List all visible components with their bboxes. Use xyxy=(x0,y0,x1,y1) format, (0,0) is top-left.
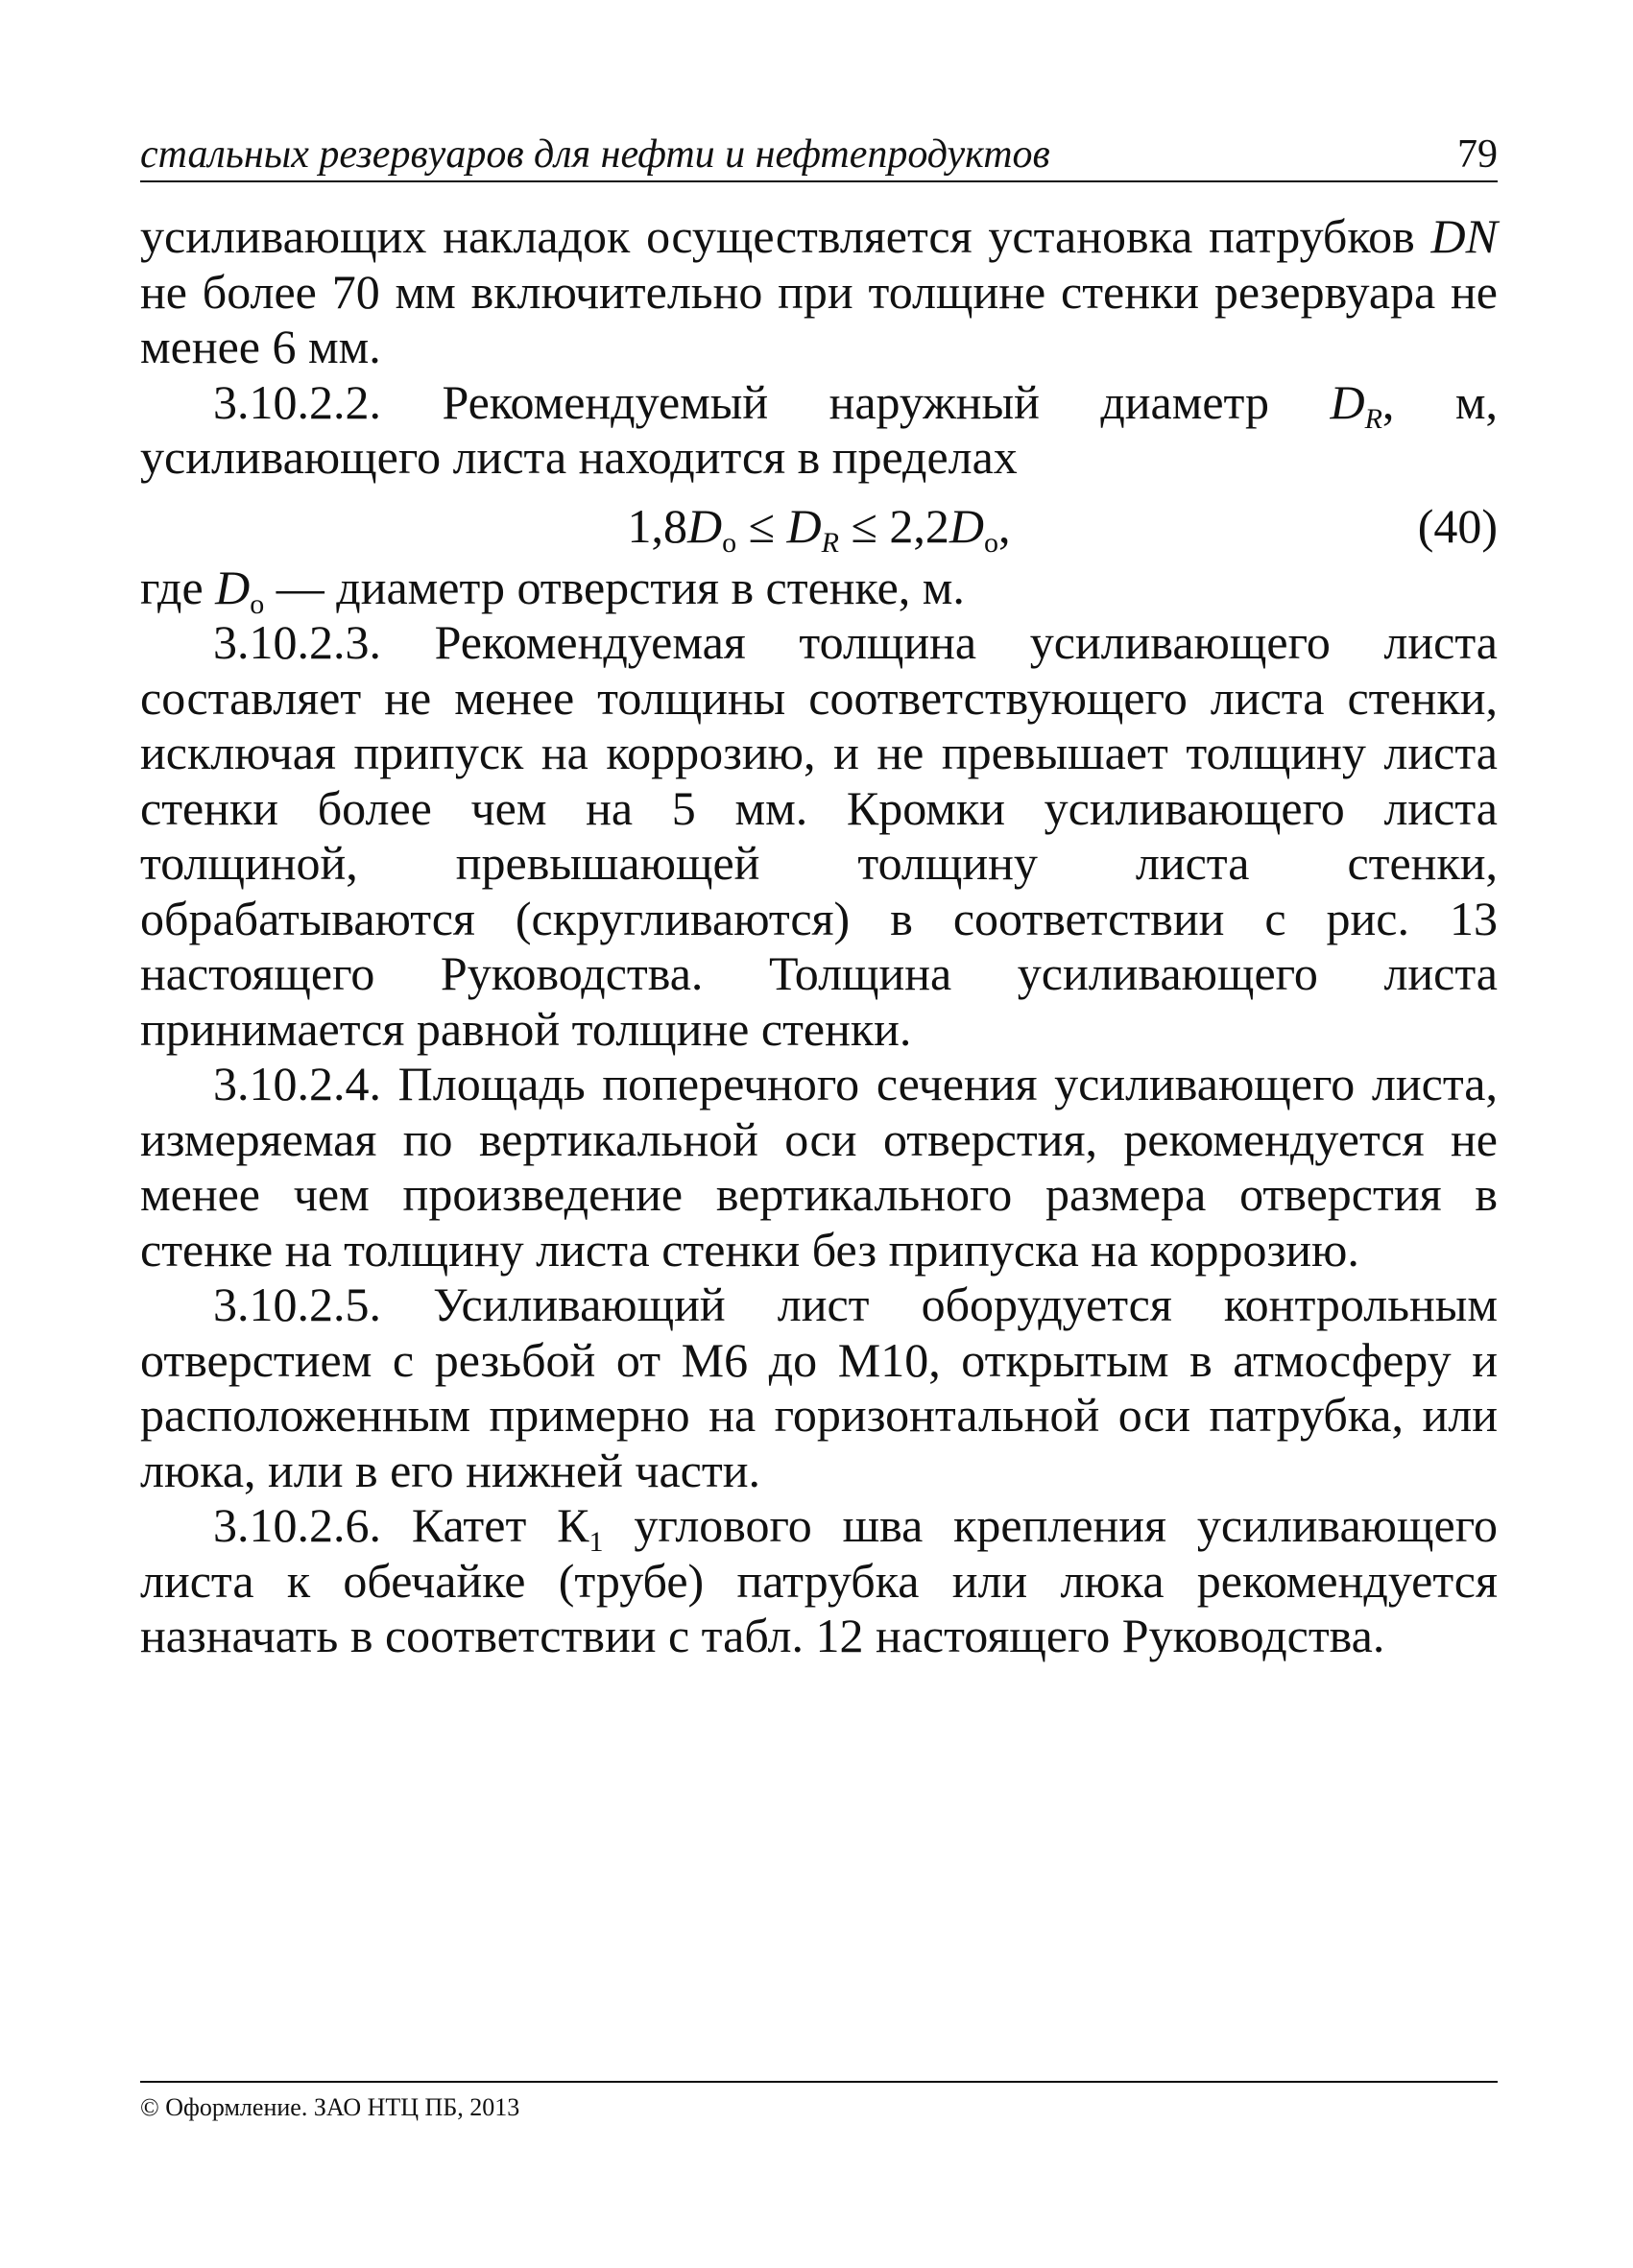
p7-text-b: углового шва крепления усиливающего листа к обечайке (трубе) патрубка или люка рекомендуется назначать в соответствии с табл. 12 настоящего Руководства. xyxy=(140,1498,1498,1662)
f-var-1: D xyxy=(686,498,723,553)
f-sub-1: o xyxy=(722,526,737,559)
formula-expression xyxy=(140,498,1498,559)
p2-var-d: D xyxy=(1330,374,1365,429)
f-op-1: ≤ xyxy=(736,498,787,553)
p3-text-a: где xyxy=(140,560,216,614)
p1-var-dn: DN xyxy=(1430,209,1498,263)
formula-number: (40) xyxy=(1417,498,1498,553)
f-var-3: D xyxy=(949,498,985,553)
paragraph-3-10-2-4: 3.10.2.4. Площадь поперечного сечения усиливающего листа, измеряемая по вертикальной оси отверстия, рекомендуется не менее чем произведение вертикального размера отверстия в стенке на толщину листа стенки без припуска на коррозию. xyxy=(140,1057,1498,1277)
paragraph-where xyxy=(140,560,1498,620)
p1-text-a: усиливающих накладок осуществляется установка патрубков xyxy=(140,209,1431,263)
paragraph-3-10-2-5: 3.10.2.5. Усиливающий лист оборудуется контрольным отверстием с резьбой от М6 до М10, открытым в атмосферу и расположенным примерно на горизонтальной оси патрубка, или люка, или в его нижней части. xyxy=(140,1277,1498,1497)
paragraph-1 xyxy=(140,209,1498,375)
p3-text-b: — диаметр отверстия в стенке, м. xyxy=(264,560,965,614)
footer-divider xyxy=(140,2081,1498,2083)
f-var-2: D xyxy=(786,498,822,553)
paragraph-3-10-2-3: 3.10.2.3. Рекомендуемая толщина усиливающего листа составляет не менее толщины соответствующего листа стенки, исключая припуск на коррозию, и не превышает толщину листа стенки более чем на 5 мм. Кромки усиливающего листа толщиной, превышающей толщину листа стенки, обрабатываются (скругливаются) в соответствии с рис. 13 настоящего Руководства. Толщина усиливающего листа принимается равной толщине стенки. xyxy=(140,615,1498,1056)
header-title: стальных резервуаров для нефти и нефтепродуктов xyxy=(140,132,1050,177)
p2-text-b: , м, усиливающего листа находится в пределах xyxy=(140,374,1498,484)
p2-sub-r: R xyxy=(1364,402,1382,435)
p1-text-b: не более 70 мм включительно при толщине стенки резервуара не менее 6 мм. xyxy=(140,264,1498,373)
page-number: 79 xyxy=(1457,132,1498,177)
paragraph-3-10-2-2 xyxy=(140,375,1498,486)
body-text xyxy=(140,209,1498,1664)
f-sub-3: o xyxy=(984,526,999,559)
p7-text-a: 3.10.2.6. Катет К xyxy=(213,1498,589,1552)
running-header xyxy=(140,131,1498,182)
f-op-2: ≤ 2,2 xyxy=(838,498,949,553)
p3-var-d: D xyxy=(215,560,251,614)
footer-copyright: © Оформление. ЗАО НТЦ ПБ, 2013 xyxy=(140,2093,520,2121)
p7-sub-1: 1 xyxy=(588,1526,604,1558)
f-end: , xyxy=(998,498,1011,553)
f-coef-1: 1,8 xyxy=(627,498,687,553)
formula-40 xyxy=(140,486,1498,561)
p3-sub-o: o xyxy=(250,587,265,620)
paragraph-3-10-2-6 xyxy=(140,1498,1498,1664)
p2-text-a: 3.10.2.2. Рекомендуемый наружный диаметр xyxy=(213,374,1331,429)
f-sub-2: R xyxy=(821,526,839,559)
